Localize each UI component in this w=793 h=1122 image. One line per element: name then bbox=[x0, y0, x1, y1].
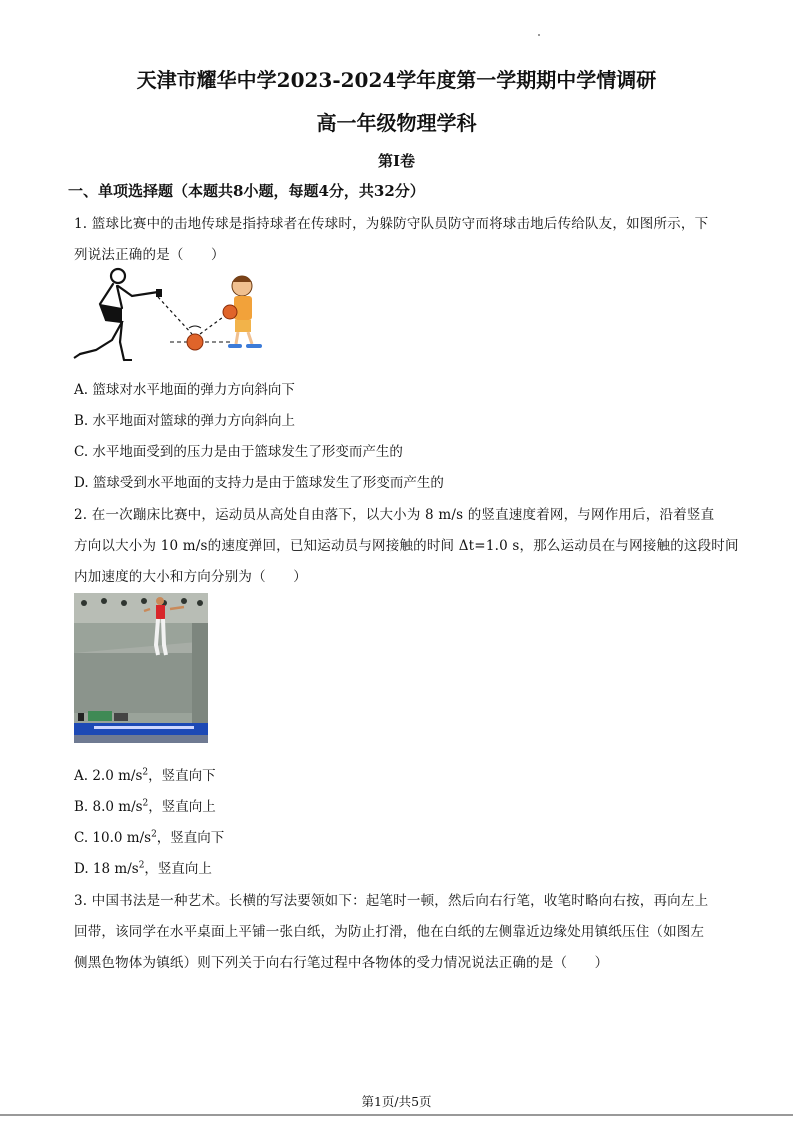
basketball-pass-figure bbox=[70, 264, 270, 366]
q1-stem-line1: 1. 篮球比赛中的击地传球是指持球者在传球时，为躲防守队员防守而将球击地后传给队友，如图所示，下 bbox=[74, 216, 709, 232]
q1-stem-line2: 列说法正确的是（ ） bbox=[74, 247, 225, 263]
volume-label: 第I卷 bbox=[377, 152, 416, 170]
bottom-divider bbox=[0, 1114, 793, 1116]
trampoline-photo bbox=[74, 593, 208, 743]
receiver-figure bbox=[223, 276, 260, 346]
exam-subtitle: 高一年级物理学科 bbox=[316, 111, 477, 135]
q1-option-b: B. 水平地面对篮球的弹力方向斜向上 bbox=[74, 413, 296, 429]
q2-option-a: A. 2.0 $m/s^2$，竖直向下 bbox=[74, 767, 216, 784]
q2-option-c: C. 10.0 $m/s^2$，竖直向下 bbox=[74, 829, 225, 846]
q3-stem-line3: 侧黑色物体为镇纸）则下列关于向右行笔过程中各物体的受力情况说法正确的是（ ） bbox=[74, 955, 609, 971]
q2-option-b: B. 8.0 $m/s^2$，竖直向上 bbox=[74, 798, 216, 815]
q2-stem-line3: 内加速度的大小和方向分别为（ ） bbox=[74, 569, 307, 585]
q2-stem-line2: 方向以大小为 10 m/s的速度弹回，已知运动员与网接触的时间 Δt=1.0 s，那么运动员在与网接触的这段时间 bbox=[74, 538, 739, 554]
exam-title: 天津市耀华中学2023-2024学年度第一学期期中学情调研 bbox=[136, 68, 657, 92]
q3-stem-line1: 3. 中国书法是一种艺术。长横的写法要领如下：起笔时一顿，然后向右行笔，收笔时略向右按，再向左上 bbox=[74, 893, 709, 909]
q2-stem-line1: 2. 在一次蹦床比赛中，运动员从高处自由落下，以大小为 8 m/s 的竖直速度着网，与网作用后，沿着竖直 bbox=[74, 507, 715, 523]
scan-dot bbox=[538, 34, 540, 36]
q1-option-a: A. 篮球对水平地面的弹力方向斜向下 bbox=[74, 382, 295, 398]
q3-stem-line2: 回带，该同学在水平桌面上平铺一张白纸，为防止打滑，他在白纸的左侧靠近边缘处用镇纸压住（如图左 bbox=[74, 924, 705, 940]
basketball-bounce-icon bbox=[187, 334, 203, 350]
section-heading: 一、单项选择题（本题共8小题，每题4分，共32分） bbox=[68, 182, 425, 200]
page-number: 第1页/共5页 bbox=[361, 1094, 432, 1109]
q2-option-d: D. 18 $m/s^2$，竖直向上 bbox=[74, 860, 212, 877]
q1-option-d: D. 篮球受到水平地面的支持力是由于篮球发生了形变而产生的 bbox=[74, 475, 444, 491]
q1-option-c: C. 水平地面受到的压力是由于篮球发生了形变而产生的 bbox=[74, 444, 403, 460]
